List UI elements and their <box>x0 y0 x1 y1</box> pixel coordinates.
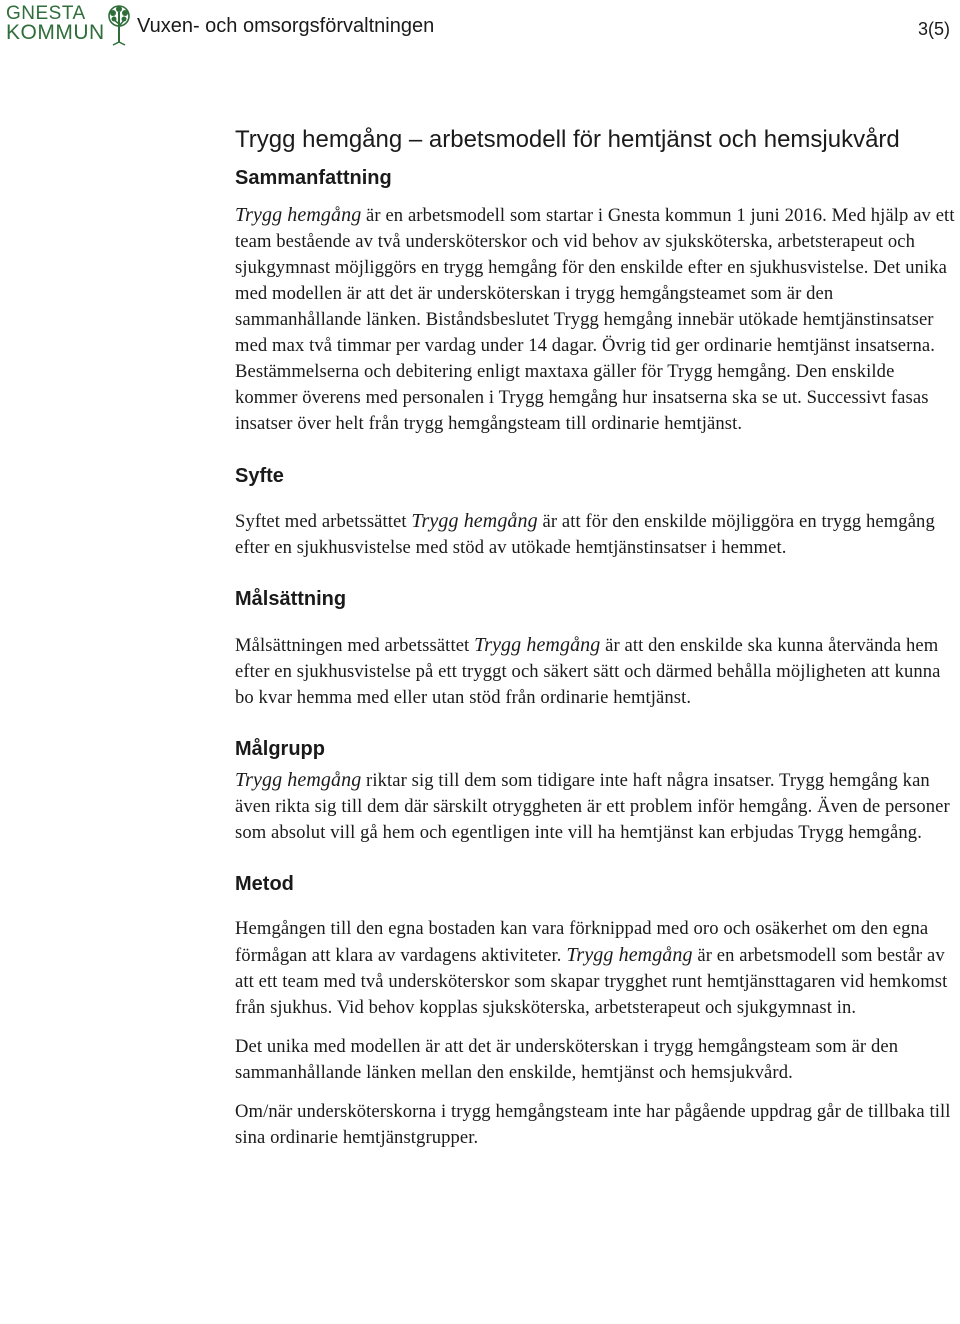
tree-emblem-icon <box>104 4 134 46</box>
paragraph-text: är en arbetsmodell som består av att ett team med två undersköterskor som skapar trygghet runt hemtjänsttagaren vid hemkomst från sjukhus. Vid behov kopplas sjuksköterska, arbetsterapeut och sjukgymnast in. <box>235 945 948 1018</box>
logo-text-kommun: KOMMUN <box>6 21 105 44</box>
logo-text-gnesta: GNESTA <box>6 3 86 24</box>
paragraph-text: Hemgången till den egna bostaden kan vara förknippad med oro och osäkerhet om den egna förmågan att klara av vardagens aktiviteter. <box>235 918 929 966</box>
paragraph-metod-1 <box>235 916 960 1021</box>
paragraph-malgrupp <box>235 767 960 846</box>
paragraph-text: riktar sig till dem som tidigare inte haft några insatser. Trygg hemgång kan även rikta sig till dem där särskilt otryggheten är ett problem inför hemgång. Även de personer som absolut vill gå hem och egentligen inte vill ha hemtjänst kan erbjudas Trygg hemgång. <box>235 770 950 843</box>
page-header <box>0 0 960 60</box>
paragraph-metod-2: Det unika med modellen är att det är undersköterskan i trygg hemgångsteam som är den sammanhållande länken mellan den enskilde, hemtjänst och hemsjukvård. <box>235 1036 899 1083</box>
heading-syfte: Syfte <box>235 465 284 487</box>
heading-sammanfattning: Sammanfattning <box>235 167 392 189</box>
paragraph-sammanfattning <box>235 202 960 437</box>
italic-term: Trygg hemgång <box>235 204 362 226</box>
paragraph-text: är att för den enskilde möjliggöra en trygg hemgång efter en sjukhusvistelse med stöd av utökade hemtjänstinsatser i hemmet. <box>235 511 935 558</box>
paragraph-text: Målsättningen med arbetssättet <box>235 635 475 656</box>
heading-malgrupp: Målgrupp <box>235 738 325 760</box>
document-body <box>235 124 960 1151</box>
paragraph-text: Syftet med arbetssättet <box>235 511 412 532</box>
italic-term: Trygg hemgång <box>235 769 362 791</box>
paragraph-malsattning <box>235 632 960 711</box>
italic-term: Trygg hemgång <box>474 634 601 656</box>
heading-metod: Metod <box>235 873 294 895</box>
gnesta-kommun-logo <box>6 4 134 48</box>
paragraph-text: är att den enskilde ska kunna återvända hem efter en sjukhusvistelse på ett tryggt och säkert sätt och därmed behålla möjligheten att kunna bo kvar hemma med eller utan stöd från ordinarie hemtjänst. <box>235 635 941 708</box>
department-name: Vuxen- och omsorgsförvaltningen <box>137 15 435 37</box>
page-number: 3(5) <box>917 19 950 39</box>
document-title: Trygg hemgång – arbetsmodell för hemtjänst och hemsjukvård <box>235 126 900 153</box>
paragraph-metod-3: Om/när undersköterskorna i trygg hemgångsteam inte har pågående uppdrag går de tillbaka till sina ordinarie hemtjänstgrupper. <box>235 1101 951 1148</box>
paragraph-syfte <box>235 508 960 561</box>
italic-term: Trygg hemgång <box>566 944 693 966</box>
italic-term: Trygg hemgång <box>411 510 538 532</box>
paragraph-text: är en arbetsmodell som startar i Gnesta kommun 1 juni 2016. Med hjälp av ett team bestående av två undersköterskor och vid behov av sjuksköterska, arbetsterapeut och sjukgymnast möjliggörs en trygg hemgång för den enskilde efter en sjukhusvistelse. Det unika med modellen är att det är undersköterskan i trygg hemgångsteamet som är den sammanhållande länken. Biståndsbeslutet Trygg hemgång innebär utökade hemtjänstinsatser med max två timmar per vardag under 14 dagar. Övrig tid ger ordinarie hemtjänst insatserna. Bestämmelserna och debitering enligt maxtaxa gäller för Trygg hemgång. Den enskilde kommer överens med personalen i Trygg hemgång hur insatserna ska se ut. Successivt fasas insatser över helt från trygg hemgångsteam till ordinarie hemtjänst. <box>235 205 955 434</box>
heading-malsattning: Målsättning <box>235 588 347 610</box>
